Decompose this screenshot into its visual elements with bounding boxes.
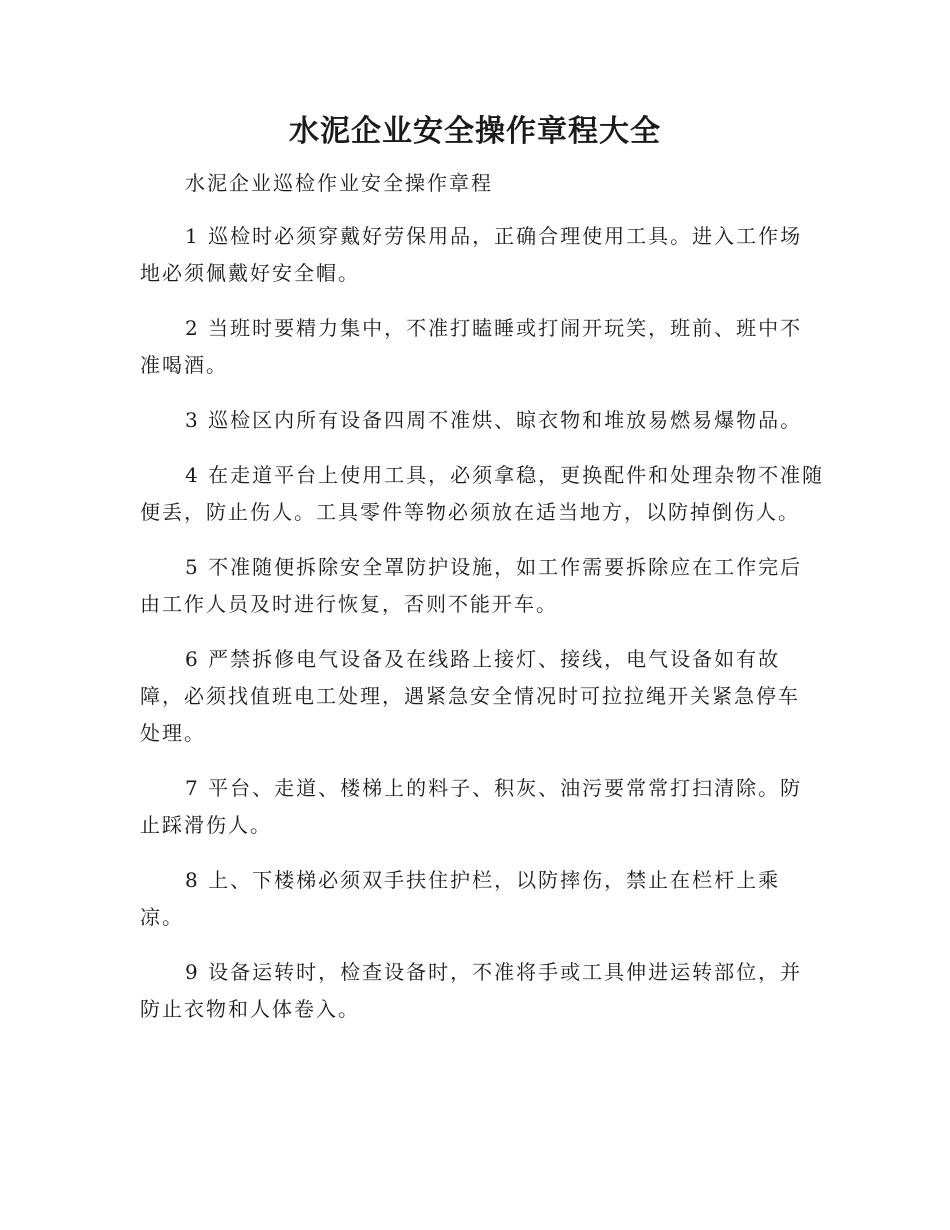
paragraph-5 <box>140 549 808 623</box>
paragraph-line: 5 不准随便拆除安全罩防护设施，如工作需要拆除应在工作完后 <box>185 555 803 579</box>
paragraph-line: 凉。 <box>140 905 184 929</box>
paragraph-line: 障，必须找值班电工处理，遇紧急安全情况时可拉拉绳开关紧急停车 <box>140 684 800 708</box>
paragraph-line: 8 上、下楼梯必须双手扶住护栏，以防摔伤，禁止在栏杆上乘 <box>185 868 781 892</box>
paragraph-line: 处理。 <box>140 721 206 745</box>
paragraph-3 <box>140 402 808 439</box>
paragraph-line: 7 平台、走道、楼梯上的料子、积灰、油污要常常打扫清除。防 <box>185 776 803 800</box>
paragraph-line: 便丢，防止伤人。工具零件等物必须放在适当地方，以防掉倒伤人。 <box>140 500 800 524</box>
paragraph-line: 6 严禁拆修电气设备及在线路上接灯、接线，电气设备如有故 <box>185 647 781 671</box>
paragraph-6 <box>140 641 808 752</box>
paragraph-1 <box>140 218 808 292</box>
paragraph-line: 准喝酒。 <box>140 353 228 377</box>
paragraph-2 <box>140 310 808 384</box>
paragraph-line: 防止衣物和人体卷入。 <box>140 997 360 1021</box>
paragraph-4 <box>140 457 825 531</box>
paragraph-line: 4 在走道平台上使用工具，必须拿稳，更换配件和处理杂物不准随 <box>185 463 825 487</box>
paragraph-line: 地必须佩戴好安全帽。 <box>140 261 360 285</box>
document-title: 水泥企业安全操作章程大全 <box>289 114 661 149</box>
paragraph-line: 止踩滑伤人。 <box>140 813 272 837</box>
document-subtitle: 水泥企业巡检作业安全操作章程 <box>185 171 493 195</box>
paragraph-line: 3 巡检区内所有设备四周不准烘、晾衣物和堆放易燃易爆物品。 <box>185 408 803 432</box>
paragraph-line: 由工作人员及时进行恢复，否则不能开车。 <box>140 592 558 616</box>
paragraph-line: 9 设备运转时，检查设备时，不准将手或工具伸进运转部位，并 <box>185 960 803 984</box>
paragraph-9 <box>140 954 808 1028</box>
paragraph-7 <box>140 770 808 844</box>
paragraph-line: 1 巡检时必须穿戴好劳保用品，正确合理使用工具。进入工作场 <box>185 224 803 248</box>
paragraph-8 <box>140 862 808 936</box>
paragraph-line: 2 当班时要精力集中，不准打瞌睡或打闹开玩笑，班前、班中不 <box>185 316 803 340</box>
document-body <box>140 218 825 1046</box>
